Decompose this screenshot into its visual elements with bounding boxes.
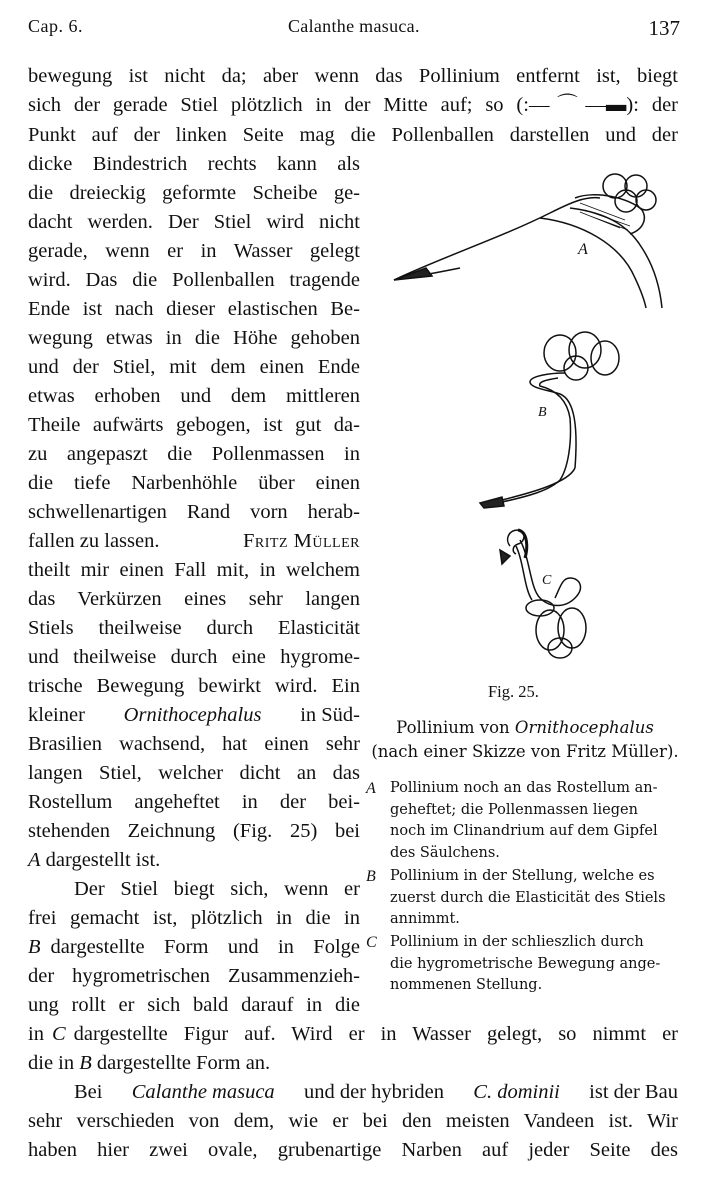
body-line: haben hier zwei ovale, grubenartige Narben auf jeder Seite des — [28, 1139, 678, 1161]
running-header — [28, 12, 680, 42]
legend-key: B — [366, 868, 376, 885]
column-line: Ende ist nach dieser elastischen Be- — [28, 298, 360, 320]
body-text: in — [28, 1023, 44, 1045]
legend-line: des Säulchens. — [390, 844, 500, 861]
body-line — [28, 1021, 678, 1047]
drawing-b — [480, 332, 619, 508]
caption-line — [370, 716, 680, 740]
column-line: zu angepaszt die Pollenmassen in — [28, 443, 360, 465]
legend-line: Pollinium in der schlieszlich durch — [390, 934, 644, 950]
legend-line: annimmt. — [390, 911, 460, 927]
figure-label-b: B — [538, 405, 547, 420]
column-line — [28, 934, 360, 960]
body-text: die in — [28, 1052, 75, 1074]
legend-key: C — [366, 934, 377, 951]
figure-caption-title — [370, 716, 680, 764]
column-line: die tiefe Narbenhöhle über einen — [28, 472, 360, 494]
legend-key: A — [366, 780, 376, 797]
caption-genus: Ornithocephalus — [514, 718, 654, 737]
body-line: Punkt auf der linken Seite mag die Pollenballen darstellen und der — [28, 124, 678, 146]
column-line: Brasilien wachsend, hat einen sehr — [28, 733, 360, 755]
figure-ref-key: C — [51, 1023, 66, 1045]
column-line: Stiels theilweise durch Elasticität — [28, 617, 360, 639]
column-line: das Verkürzen eines sehr langen — [28, 588, 360, 610]
column-text: fallen zu lassen. — [28, 530, 160, 552]
column-line: und theilweise durch eine hygrome- — [28, 646, 360, 668]
chapter-label: Cap. 6. — [28, 16, 83, 36]
column-line — [28, 702, 360, 728]
figure-ref-key: B — [28, 936, 41, 958]
legend-line: Pollinium in der Stellung, welche es — [390, 868, 655, 884]
figure-label-c: C — [542, 573, 552, 588]
legend-entry-b — [366, 866, 682, 931]
caption-line: (nach einer Skizze von Fritz Müller). — [371, 742, 679, 761]
figure-ref-key: B — [79, 1052, 92, 1074]
column-line: frei gemacht ist, plötzlich in die in — [28, 907, 360, 929]
column-text: dargestellt ist. — [45, 849, 161, 871]
column-line: theilt mir einen Fall mit, in welchem — [28, 559, 360, 581]
body-text: und der hybriden — [303, 1081, 444, 1103]
column-line: wegung etwas in die Höhe gehoben — [28, 327, 360, 349]
author-name: Fritz Müller — [243, 530, 360, 552]
column-line: wird. Das die Pollenballen tragende — [28, 269, 360, 291]
running-title: Calanthe masuca. — [288, 16, 420, 36]
species-name: Calanthe masuca — [131, 1081, 275, 1103]
legend-line: noch im Clinandrium auf dem Gipfel — [390, 823, 658, 839]
body-line — [28, 1050, 678, 1076]
legend-line: nommenen Stellung. — [390, 977, 543, 993]
body-line: bewegung ist nicht da; aber wenn das Pollinium entfernt ist, biegt — [28, 65, 678, 87]
figure-ref-key: A — [28, 849, 41, 871]
legend-line: geheftet; die Pollenmassen liegen — [390, 801, 638, 818]
column-text: dargestellte Form und in Folge — [50, 936, 360, 958]
column-line: etwas erhoben und dem mittleren — [28, 385, 360, 407]
body-line: sehr verschieden von dem, wie er bei den meisten Vandeen ist. Wir — [28, 1110, 678, 1132]
body-text: dargestellte Form an. — [96, 1052, 271, 1074]
caption-text: Pollinium von — [396, 718, 510, 737]
column-line: dicke Bindestrich rechts kann als — [28, 153, 360, 175]
column-line: dacht werden. Der Stiel wird nicht — [28, 211, 360, 233]
column-line: ung rollt er sich bald darauf in die — [28, 994, 360, 1016]
body-line — [28, 1079, 678, 1105]
column-line: gerade, wenn er in Wasser gelegt — [28, 240, 360, 262]
column-line: langen Stiel, welcher dicht an das — [28, 762, 360, 784]
body-text: ist der Bau — [589, 1081, 678, 1103]
column-line: und der Stiel, mit dem einen Ende — [28, 356, 360, 378]
legend-entry-a — [366, 778, 682, 864]
pollinium-illustration — [380, 168, 690, 668]
column-line: der hygrometrischen Zusammenzieh- — [28, 965, 360, 987]
column-text: in Süd- — [300, 704, 360, 726]
column-line: stehenden Zeichnung (Fig. 25) bei — [28, 820, 360, 842]
legend-line: zuerst durch die Elasticität des Stiels — [390, 889, 666, 906]
genus-name: Ornithocephalus — [123, 704, 262, 726]
legend-line: Pollinium noch an das Rostellum an- — [390, 780, 658, 796]
page-number: 137 — [648, 16, 680, 40]
column-line: schwellenartigen Rand vorn herab- — [28, 501, 360, 523]
species-name: C. dominii — [473, 1081, 560, 1103]
column-line: die dreieckig geformte Scheibe ge- — [28, 182, 360, 204]
figure-number: Fig. 25. — [488, 682, 539, 701]
column-text: kleiner — [28, 704, 85, 726]
drawing-a — [394, 174, 662, 308]
column-line: Der Stiel biegt sich, wenn er — [74, 878, 360, 900]
body-text: dargestellte Figur auf. Wird er in Wasser gelegt, so nimmt er — [73, 1023, 678, 1045]
column-line: Rostellum angeheftet in der bei- — [28, 791, 360, 813]
column-line — [28, 847, 360, 873]
drawing-c — [500, 530, 586, 658]
legend-line: die hygrometrische Bewegung ange- — [390, 955, 661, 972]
body-text: Bei — [74, 1081, 103, 1103]
body-line: sich der gerade Stiel plötzlich in der Mitte auf; so (:—⌒—▬): der — [28, 94, 678, 116]
column-line: Theile aufwärts gebogen, ist gut da- — [28, 414, 360, 436]
column-line — [28, 528, 360, 554]
column-line: trische Bewegung bewirkt wird. Ein — [28, 675, 360, 697]
legend-entry-c — [366, 932, 682, 997]
figure-label-a: A — [578, 241, 588, 258]
